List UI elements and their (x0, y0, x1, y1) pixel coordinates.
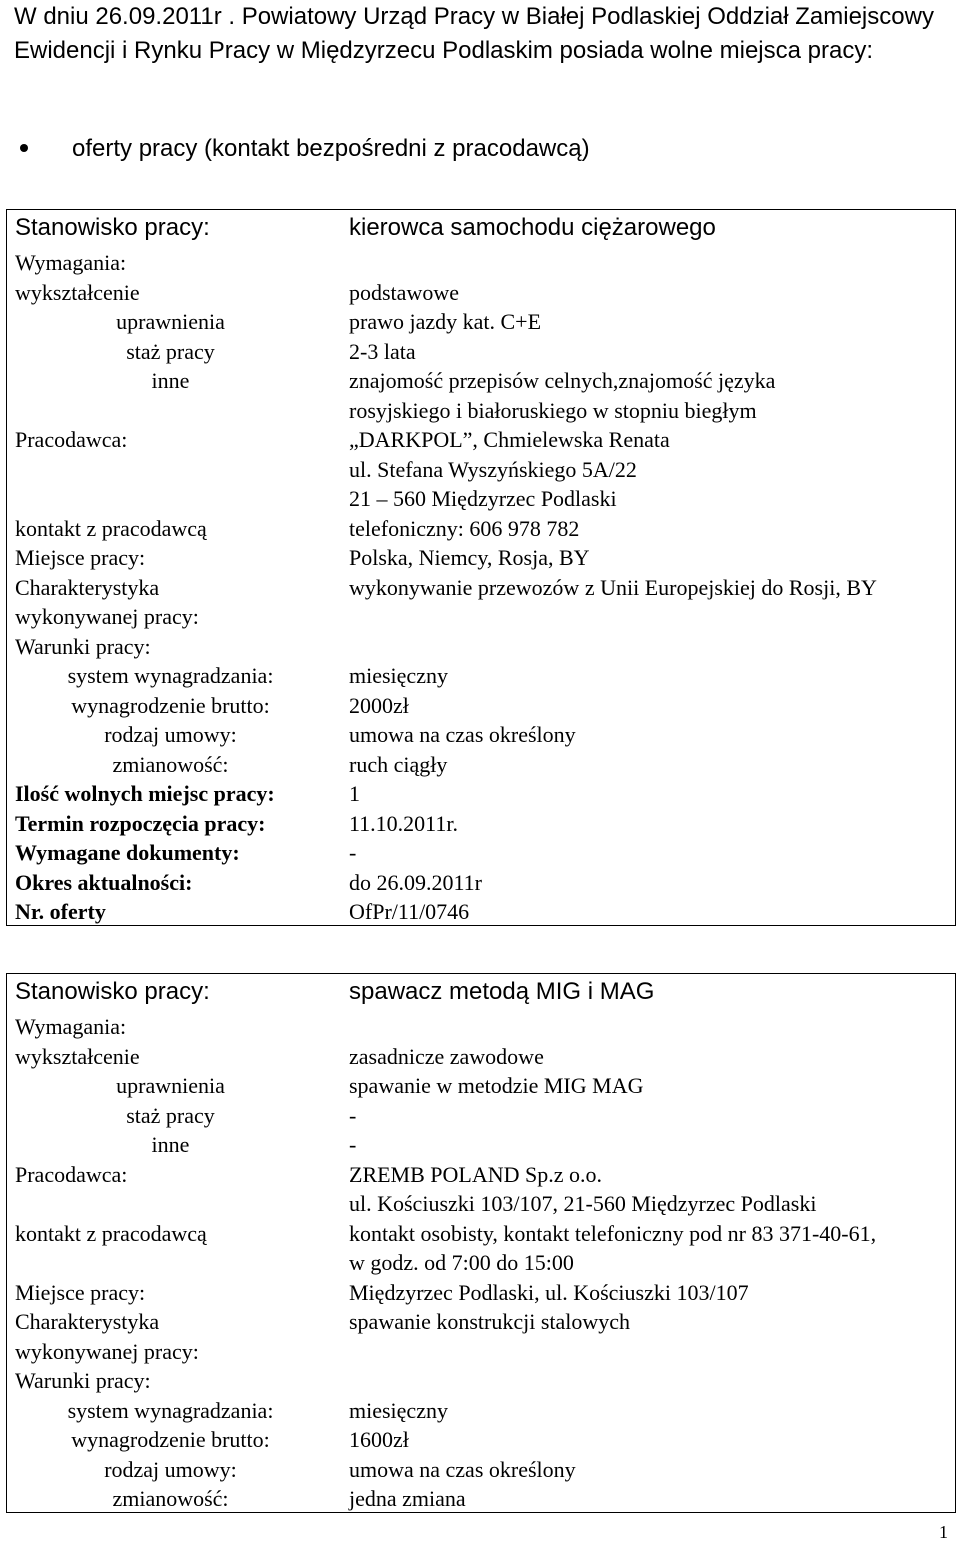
value-inne-1: znajomość przepisów celnych,znajomość języka (349, 368, 776, 393)
value-staz: 2-3 lata (349, 338, 416, 364)
value-system: miesięczny (349, 663, 448, 688)
value-staz: - (349, 1102, 357, 1128)
label-zmianowosc: zmianowość: (112, 1486, 229, 1511)
value-pracodawca-1: „DARKPOL”, Chmielewska Renata (349, 427, 670, 452)
row-charakterystyka (7, 573, 955, 632)
value-pracodawca-3: 21 – 560 Międzyrzec Podlaski (349, 486, 617, 511)
row-zmianowosc (7, 1484, 955, 1514)
row-umowa (7, 1455, 955, 1485)
row-inne (7, 1130, 955, 1160)
row-nr (7, 897, 955, 927)
value-termin: 11.10.2011r. (349, 810, 458, 836)
value-system: miesięczny (349, 1397, 448, 1423)
row-inne (7, 366, 955, 425)
value-kontakt-2: w godz. od 7:00 do 15:00 (349, 1250, 574, 1275)
row-wynagrodzenie (7, 1425, 955, 1455)
row-miejsce (7, 1278, 955, 1308)
row-uprawnienia (7, 1071, 955, 1101)
row-okres (7, 868, 955, 898)
page-number: 1 (939, 1522, 948, 1542)
value-nr: OfPr/11/0746 (349, 899, 470, 924)
label-wyksztalcenie: wykształcenie (15, 279, 140, 305)
label-okres: Okres aktualności: (15, 869, 193, 895)
value-kontakt-1: kontakt osobisty, kontakt telefoniczny pod nr 83 371-40-61, (349, 1220, 877, 1246)
label-charakterystyka-1: Charakterystyka (15, 1309, 160, 1334)
row-warunki (7, 1366, 955, 1396)
label-kontakt: kontakt z pracodawcą (15, 515, 207, 541)
label-miejsce: Miejsce pracy: (15, 545, 146, 570)
value-okres: do 26.09.2011r (349, 869, 483, 895)
row-kontakt (7, 514, 955, 544)
row-pracodawca (7, 425, 955, 514)
label-inne: inne (151, 1132, 190, 1157)
bullet-text: oferty pracy (kontakt bezpośredni z pracodawcą) (72, 135, 590, 162)
label-warunki: Warunki pracy: (15, 633, 151, 659)
row-kontakt (7, 1219, 955, 1278)
value-charakterystyka: spawanie konstrukcji stalowych (349, 1309, 631, 1334)
row-wymagania (7, 248, 955, 278)
row-system (7, 1396, 955, 1426)
label-uprawnienia: uprawnienia (116, 1073, 225, 1098)
row-ilosc (7, 779, 955, 809)
row-miejsce (7, 543, 955, 573)
row-wyksztalcenie (7, 1042, 955, 1072)
value-pracodawca-2: ul. Stefana Wyszyńskiego 5A/22 (349, 456, 637, 482)
label-wymagania: Wymagania: (15, 250, 127, 275)
row-charakterystyka (7, 1307, 955, 1366)
row-wyksztalcenie (7, 278, 955, 308)
value-inne-2: rosyjskiego i białoruskiego w stopniu biegłym (349, 397, 757, 423)
label-ilosc: Ilość wolnych miejsc pracy: (15, 781, 275, 806)
row-pracodawca (7, 1160, 955, 1219)
label-system: system wynagradzania: (67, 1397, 274, 1423)
label-stanowisko: Stanowisko pracy: (15, 214, 210, 241)
value-umowa: umowa na czas określony (349, 722, 576, 747)
value-wyksztalcenie: podstawowe (349, 279, 459, 305)
value-inne: - (349, 1132, 357, 1157)
label-uprawnienia: uprawnienia (116, 309, 225, 334)
value-miejsce: Międzyrzec Podlaski, ul. Kościuszki 103/107 (349, 1279, 749, 1305)
label-kontakt: kontakt z pracodawcą (15, 1220, 207, 1246)
label-zmianowosc: zmianowość: (112, 751, 229, 777)
label-charakterystyka-1: Charakterystyka (15, 574, 160, 600)
row-stanowisko (7, 210, 955, 248)
value-kontakt: telefoniczny: 606 978 782 (349, 515, 580, 541)
offer-table-1 (6, 209, 956, 926)
row-termin (7, 809, 955, 839)
row-wynagrodzenie (7, 691, 955, 721)
value-wynagrodzenie: 1600zł (349, 1427, 409, 1452)
row-staz (7, 1101, 955, 1131)
label-termin: Termin rozpoczęcia pracy: (15, 810, 266, 836)
value-stanowisko: spawacz metodą MIG i MAG (349, 978, 655, 1005)
row-warunki (7, 632, 955, 662)
row-umowa (7, 720, 955, 750)
label-inne: inne (151, 368, 190, 393)
value-pracodawca-1: ZREMB POLAND Sp.z o.o. (349, 1161, 603, 1187)
value-zmianowosc: jedna zmiana (349, 1486, 466, 1511)
row-system (7, 661, 955, 691)
label-pracodawca: Pracodawca: (15, 1161, 128, 1187)
label-wymagania: Wymagania: (15, 1014, 127, 1039)
label-stanowisko: Stanowisko pracy: (15, 978, 210, 1005)
label-wynagrodzenie: wynagrodzenie brutto: (71, 1427, 270, 1452)
label-umowa: rodzaj umowy: (104, 722, 237, 747)
value-wynagrodzenie: 2000zł (349, 692, 409, 718)
label-pracodawca: Pracodawca: (15, 427, 128, 452)
value-wyksztalcenie: zasadnicze zawodowe (349, 1043, 544, 1069)
page-header: W dniu 26.09.2011r . Powiatowy Urząd Pracy w Białej Podlaskiej Oddział Zamiejscowy Ewidencji i Rynku Pracy w Międzyrzecu Podlaskim posiada wolne miejsca pracy: (14, 3, 934, 64)
value-uprawnienia: prawo jazdy kat. C+E (349, 309, 542, 334)
bullet-offers (14, 134, 590, 164)
value-stanowisko: kierowca samochodu ciężarowego (349, 214, 716, 241)
label-wynagrodzenie: wynagrodzenie brutto: (71, 692, 270, 718)
label-nr: Nr. oferty (15, 899, 106, 924)
value-charakterystyka: wykonywanie przewozów z Unii Europejskiej do Rosji, BY (349, 574, 877, 600)
bullet-dot-icon (20, 144, 28, 152)
label-wyksztalcenie: wykształcenie (15, 1043, 140, 1069)
value-miejsce: Polska, Niemcy, Rosja, BY (349, 545, 590, 570)
label-staz: staż pracy (126, 1102, 215, 1128)
row-wymagania (7, 1012, 955, 1042)
label-warunki: Warunki pracy: (15, 1368, 151, 1393)
label-charakterystyka-2: wykonywanej pracy: (15, 604, 199, 629)
offer-table-2 (6, 973, 956, 1513)
row-stanowisko (7, 974, 955, 1012)
label-staz: staż pracy (126, 338, 215, 364)
label-umowa: rodzaj umowy: (104, 1456, 237, 1482)
value-zmianowosc: ruch ciągły (349, 751, 448, 777)
row-dokumenty (7, 838, 955, 868)
value-dokumenty: - (349, 840, 357, 865)
value-ilosc: 1 (349, 781, 360, 806)
value-umowa: umowa na czas określony (349, 1456, 576, 1482)
value-pracodawca-2: ul. Kościuszki 103/107, 21-560 Międzyrzec Podlaski (349, 1191, 817, 1216)
label-charakterystyka-2: wykonywanej pracy: (15, 1338, 199, 1364)
row-uprawnienia (7, 307, 955, 337)
label-dokumenty: Wymagane dokumenty: (15, 840, 240, 865)
row-staz (7, 337, 955, 367)
value-uprawnienia: spawanie w metodzie MIG MAG (349, 1073, 644, 1098)
row-zmianowosc (7, 750, 955, 780)
label-miejsce: Miejsce pracy: (15, 1279, 146, 1305)
label-system: system wynagradzania: (67, 663, 274, 688)
